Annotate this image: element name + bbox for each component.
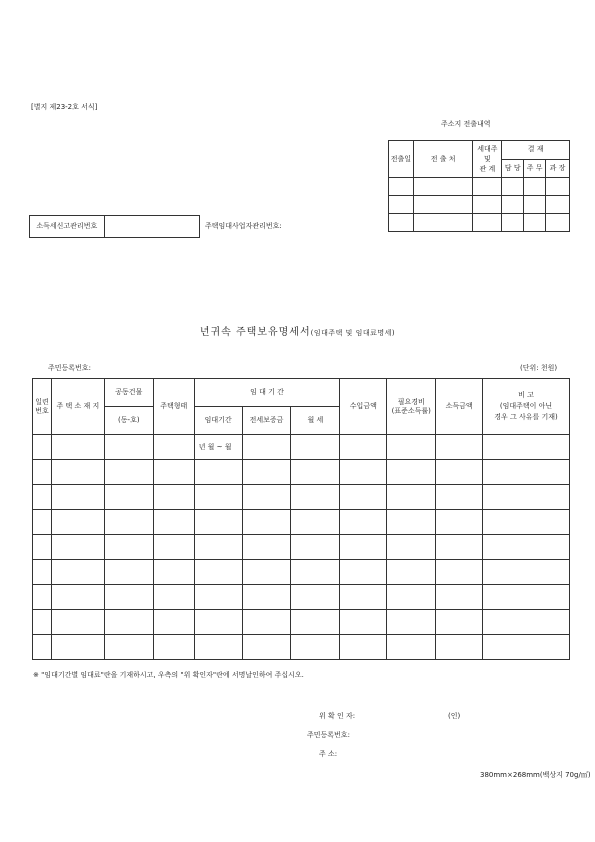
table-cell[interactable] — [104, 610, 153, 635]
header-move-date: 전출일 — [389, 141, 414, 178]
table-cell[interactable] — [340, 585, 387, 610]
serial-line1: 일련 — [35, 397, 49, 406]
table-cell[interactable] — [194, 510, 242, 535]
household-line3: 관 계 — [479, 165, 496, 173]
table-cell[interactable] — [340, 560, 387, 585]
table-cell[interactable] — [194, 485, 242, 510]
table-cell[interactable] — [242, 585, 291, 610]
approval-box[interactable] — [524, 196, 546, 214]
move-cell[interactable] — [473, 196, 502, 214]
table-cell[interactable] — [483, 485, 570, 510]
header-chief: 과 장 — [546, 159, 570, 178]
resident-label: 주민등록번호: — [48, 364, 91, 372]
table-cell[interactable] — [104, 435, 153, 460]
approval-box[interactable] — [524, 178, 546, 196]
table-cell[interactable] — [51, 585, 104, 610]
page-title — [0, 323, 595, 338]
header-address: 주 택 소 재 지 — [51, 379, 104, 435]
header-lease-group: 임 대 기 간 — [194, 379, 340, 407]
table-cell[interactable] — [436, 585, 483, 610]
header-approval: 결 재 — [502, 141, 570, 160]
table-cell[interactable] — [194, 535, 242, 560]
table-cell[interactable] — [436, 560, 483, 585]
table-cell[interactable] — [33, 435, 52, 460]
expense-line2: (표준소득률) — [391, 406, 431, 415]
expense-line1: 필요경비 — [397, 397, 425, 406]
move-cell[interactable] — [389, 196, 414, 214]
table-cell[interactable] — [340, 535, 387, 560]
table-cell[interactable] — [153, 610, 194, 635]
table-cell[interactable] — [291, 635, 340, 660]
table-cell[interactable] — [153, 635, 194, 660]
id-box — [29, 215, 200, 238]
rental-id-label: 주택임대사업자관리번호: — [205, 222, 282, 230]
table-cell[interactable] — [483, 510, 570, 535]
seal-mark: (인) — [448, 712, 461, 720]
table-cell[interactable] — [387, 635, 436, 660]
table-row — [33, 485, 570, 510]
table-row — [33, 610, 570, 635]
approval-box[interactable] — [546, 178, 570, 196]
table-cell[interactable] — [387, 485, 436, 510]
confirmer-resident-label: 주민등록번호: — [307, 731, 350, 739]
table-cell[interactable] — [387, 535, 436, 560]
table-cell[interactable] — [291, 485, 340, 510]
header-shared-unit: (동-호) — [104, 407, 153, 435]
table-cell[interactable] — [194, 460, 242, 485]
table-cell[interactable] — [242, 610, 291, 635]
move-cell[interactable] — [413, 178, 473, 196]
table-cell[interactable] — [153, 510, 194, 535]
table-cell[interactable] — [291, 560, 340, 585]
table-cell[interactable] — [291, 460, 340, 485]
table-cell[interactable] — [387, 435, 436, 460]
table-cell[interactable] — [436, 635, 483, 660]
table-cell[interactable] — [242, 560, 291, 585]
form-number: [별지 제23-2호 서식] — [31, 103, 98, 111]
table-cell[interactable] — [340, 435, 387, 460]
housing-table — [32, 378, 570, 660]
table-cell[interactable] — [33, 585, 52, 610]
table-cell[interactable] — [242, 535, 291, 560]
table-cell[interactable] — [33, 560, 52, 585]
remark-line3: 경우 그 사유를 기재) — [494, 413, 558, 421]
serial-line2: 번호 — [35, 406, 49, 415]
move-row — [389, 178, 570, 196]
table-cell[interactable] — [33, 460, 52, 485]
table-cell[interactable] — [387, 560, 436, 585]
table-row — [33, 535, 570, 560]
table-cell[interactable] — [291, 535, 340, 560]
approval-box[interactable] — [502, 196, 524, 214]
table-cell[interactable] — [242, 460, 291, 485]
table-cell[interactable] — [436, 535, 483, 560]
table-cell[interactable] — [291, 610, 340, 635]
id-value-field[interactable] — [104, 216, 199, 238]
move-cell[interactable] — [413, 196, 473, 214]
confirmer-address-label: 주 소: — [319, 750, 338, 758]
table-cell[interactable] — [51, 485, 104, 510]
table-cell[interactable] — [153, 560, 194, 585]
table-cell[interactable] — [51, 610, 104, 635]
table-cell[interactable] — [291, 435, 340, 460]
table-cell[interactable] — [33, 610, 52, 635]
title-main: 년귀속 주택보유명세서 — [199, 327, 311, 338]
header-earned: 소득금액 — [436, 379, 483, 435]
move-cell[interactable] — [473, 214, 502, 232]
table-cell[interactable] — [153, 535, 194, 560]
table-row — [33, 560, 570, 585]
header-serial — [33, 379, 52, 435]
confirmer-label: 위 확 인 자: — [319, 712, 356, 720]
unit-label: (단위: 천원) — [520, 364, 558, 372]
remark-line2: (임대주택이 아닌 — [499, 402, 553, 410]
move-row — [389, 196, 570, 214]
header-lease-period: 임대기간 — [194, 407, 242, 435]
table-cell[interactable] — [340, 485, 387, 510]
approval-box[interactable] — [546, 214, 570, 232]
table-cell[interactable] — [483, 560, 570, 585]
header-deposit: 전세보증금 — [242, 407, 291, 435]
table-cell[interactable] — [104, 560, 153, 585]
table-cell[interactable] — [483, 435, 570, 460]
approval-box[interactable] — [524, 214, 546, 232]
header-type: 주택형태 — [153, 379, 194, 435]
table-cell[interactable] — [104, 635, 153, 660]
table-cell[interactable] — [291, 510, 340, 535]
table-cell[interactable] — [104, 535, 153, 560]
table-cell[interactable] — [194, 560, 242, 585]
header-expense — [387, 379, 436, 435]
table-cell[interactable] — [51, 435, 104, 460]
header-income: 수입금액 — [340, 379, 387, 435]
remark-line1: 비 고 — [518, 391, 534, 399]
move-cell[interactable] — [473, 178, 502, 196]
table-cell[interactable] — [153, 585, 194, 610]
footnote: ※ "임대기간별 임대료"란을 기재하시고, 우측의 "위 확인자"란에 서명날인하여 주십시오. — [33, 671, 304, 679]
table-cell[interactable] — [194, 585, 242, 610]
table-cell[interactable] — [483, 585, 570, 610]
table-cell[interactable] — [104, 460, 153, 485]
table-cell[interactable] — [387, 585, 436, 610]
header-household — [473, 141, 502, 178]
table-cell[interactable] — [483, 635, 570, 660]
table-cell[interactable] — [153, 435, 194, 460]
table-row — [33, 460, 570, 485]
move-history-caption: 주소지 전출내역 — [441, 120, 491, 128]
table-cell[interactable] — [51, 560, 104, 585]
title-sub: (임대주택 및 임대료명세) — [310, 329, 396, 337]
approval-box[interactable] — [502, 178, 524, 196]
id-label: 소득세신고관리번호 — [30, 216, 105, 238]
table-cell[interactable] — [436, 435, 483, 460]
table-row — [33, 435, 570, 460]
table-cell[interactable] — [340, 510, 387, 535]
table-cell[interactable] — [242, 635, 291, 660]
table-cell[interactable] — [483, 460, 570, 485]
household-line1: 세대주 — [477, 145, 498, 153]
table-cell[interactable] — [340, 610, 387, 635]
table-cell[interactable] — [104, 585, 153, 610]
table-cell[interactable] — [242, 510, 291, 535]
table-cell[interactable] — [51, 635, 104, 660]
table-cell[interactable] — [436, 510, 483, 535]
header-staff: 담 당 — [502, 159, 524, 178]
header-remark — [483, 379, 570, 435]
table-cell[interactable] — [436, 610, 483, 635]
table-cell[interactable] — [194, 635, 242, 660]
table-cell[interactable] — [33, 485, 52, 510]
table-cell[interactable] — [340, 635, 387, 660]
move-history-table — [388, 140, 570, 232]
table-cell[interactable] — [340, 460, 387, 485]
move-cell[interactable] — [413, 214, 473, 232]
period-example-cell[interactable] — [194, 435, 242, 460]
move-cell[interactable] — [389, 214, 414, 232]
header-manager: 주 무 — [524, 159, 546, 178]
approval-box[interactable] — [546, 196, 570, 214]
table-cell[interactable] — [436, 460, 483, 485]
header-move-dest: 전 출 처 — [413, 141, 473, 178]
approval-box[interactable] — [502, 214, 524, 232]
paper-spec: 380mm×268mm(백상지 70g/㎡) — [480, 771, 591, 779]
table-cell[interactable] — [33, 535, 52, 560]
table-cell[interactable] — [104, 485, 153, 510]
header-monthly: 월 세 — [291, 407, 340, 435]
table-cell[interactable] — [33, 635, 52, 660]
table-cell[interactable] — [242, 485, 291, 510]
period-example: 년 월 ~ 월 — [198, 442, 232, 451]
table-cell[interactable] — [51, 460, 104, 485]
table-cell[interactable] — [436, 485, 483, 510]
household-line2: 및 — [484, 155, 491, 163]
table-row — [33, 510, 570, 535]
table-cell[interactable] — [153, 460, 194, 485]
table-cell[interactable] — [387, 460, 436, 485]
move-row — [389, 214, 570, 232]
table-cell[interactable] — [291, 585, 340, 610]
table-row — [33, 585, 570, 610]
table-row — [33, 635, 570, 660]
table-cell[interactable] — [33, 510, 52, 535]
table-cell[interactable] — [483, 610, 570, 635]
table-cell[interactable] — [242, 435, 291, 460]
table-cell[interactable] — [387, 510, 436, 535]
table-cell[interactable] — [483, 535, 570, 560]
table-cell[interactable] — [194, 610, 242, 635]
header-shared-building: 공동건물 — [104, 379, 153, 407]
table-cell[interactable] — [51, 510, 104, 535]
table-cell[interactable] — [387, 610, 436, 635]
table-cell[interactable] — [104, 510, 153, 535]
table-cell[interactable] — [153, 485, 194, 510]
move-cell[interactable] — [389, 178, 414, 196]
table-cell[interactable] — [51, 535, 104, 560]
